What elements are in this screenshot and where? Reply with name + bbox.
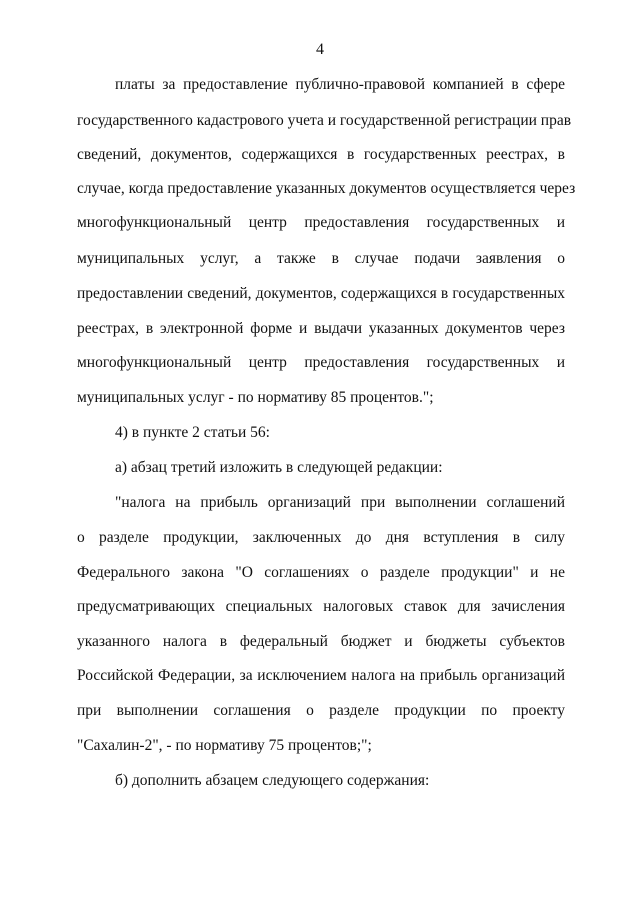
text-line: сведений, документов, содержащихся в государственных реестрах, в bbox=[77, 146, 565, 163]
text-line: предоставлении сведений, документов, содержащихся в государственных bbox=[77, 285, 565, 302]
text-line: муниципальных услуг - по нормативу 85 процентов."; bbox=[77, 389, 434, 406]
text-line: многофункциональный центр предоставления государственных и bbox=[77, 214, 565, 231]
text-line: о разделе продукции, заключенных до дня вступления в силу bbox=[77, 529, 565, 546]
text-line: государственного кадастрового учета и государственной регистрации прав bbox=[77, 112, 572, 129]
text-line: "налога на прибыль организаций при выполнении соглашений bbox=[115, 494, 565, 511]
text-line: Федерального закона "О соглашениях о разделе продукции" и не bbox=[77, 564, 565, 581]
text-line: случае, когда предоставление указанных документов осуществляется через bbox=[77, 180, 576, 197]
page-number: 4 bbox=[316, 41, 324, 58]
text-line: многофункциональный центр предоставления государственных и bbox=[77, 354, 565, 371]
text-line: "Сахалин-2", - по нормативу 75 процентов;"; bbox=[77, 737, 372, 754]
text-line: б) дополнить абзацем следующего содержания: bbox=[115, 772, 430, 789]
text-line: а) абзац третий изложить в следующей редакции: bbox=[115, 459, 443, 476]
text-line: реестрах, в электронной форме и выдачи указанных документов через bbox=[77, 320, 565, 337]
text-line: Российской Федерации, за исключением налога на прибыль организаций bbox=[77, 667, 565, 684]
text-line: предусматривающих специальных налоговых ставок для зачисления bbox=[77, 598, 565, 615]
text-line: при выполнении соглашения о разделе продукции по проекту bbox=[77, 702, 565, 719]
text-line: муниципальных услуг, а также в случае подачи заявления о bbox=[77, 250, 565, 267]
text-line: платы за предоставление публично-правовой компанией в сфере bbox=[115, 76, 565, 93]
text-line: указанного налога в федеральный бюджет и бюджеты субъектов bbox=[77, 633, 565, 650]
text-line: 4) в пункте 2 статьи 56: bbox=[115, 424, 270, 441]
